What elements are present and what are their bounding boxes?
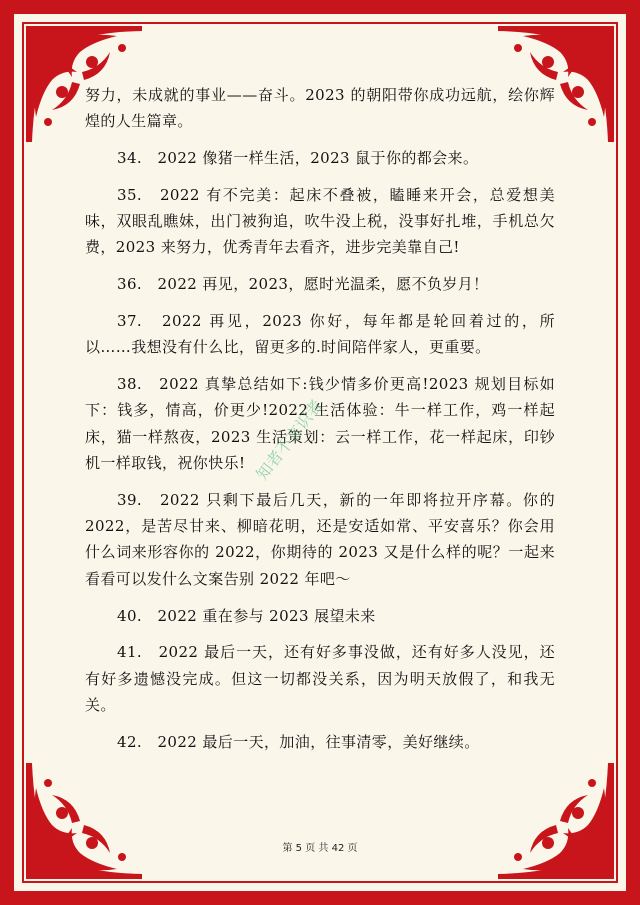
paragraph-40: 40. 2022 重在参与 2023 展望未来 xyxy=(117,606,376,625)
paragraph-33-continued: 努力，未成就的事业——奋斗。2023 的朝阳带你成功远航，绘你辉煌的人生篇章。 xyxy=(85,86,555,131)
watermark-text: 知者不言识者 xyxy=(252,396,327,484)
paragraph-35: 35. 2022 有不完美：起床不叠被，瞌睡来开会，总爱想美味，双眼乱瞧妹，出门被狗追，吹牛没上税，没事好扎堆，手机总欠费，2023 来努力，优秀青年去看齐，进步完美靠自己! xyxy=(85,185,555,257)
paragraph-39: 39. 2022 只剩下最后几天，新的一年即将拉开序幕。你的 2022，是苦尽甘来、柳暗花明，还是安适如常、平安喜乐？你会用什么词来形容你的 2022，你期待的 2023 又是什么样的呢？一起来看看可以发什么文案告别 2022 年吧～ xyxy=(85,490,555,588)
page-number-footer: 第 5 页 共 42 页 xyxy=(282,843,358,854)
paragraph-37: 37. 2022 再见，2023 你好，每年都是轮回着过的，所以……我想没有什么比，留更多的.时间陪伴家人，更重要。 xyxy=(85,312,555,357)
corner-ornament-bottom-left xyxy=(22,753,152,883)
paragraph-41: 41. 2022 最后一天，还有好多事没做，还有好多人没见，还有好多遗憾没完成。但这一切都没关系，因为明天放假了，和我无关。 xyxy=(85,643,555,714)
paragraph-38: 38. 2022 真挚总结如下:钱少情多价更高!2023 规划目标如下：钱多，情高，价更少!2022 生活体验：牛一样工作，鸡一样起床，猫一样熬夜，2023 生活策划：云一样工作，花一样起床，印钞机一样取钱，祝你快乐! xyxy=(85,375,555,473)
paragraph-42: 42. 2022 最后一天，加油，往事清零，美好继续。 xyxy=(117,732,480,751)
document-body xyxy=(85,82,555,766)
corner-ornament-bottom-right xyxy=(488,753,618,883)
paragraph-36: 36. 2022 再见，2023，愿时光温柔，愿不负岁月！ xyxy=(117,275,489,294)
paragraph-34: 34. 2022 像猪一样生活，2023 鼠于你的都会来。 xyxy=(117,149,479,168)
